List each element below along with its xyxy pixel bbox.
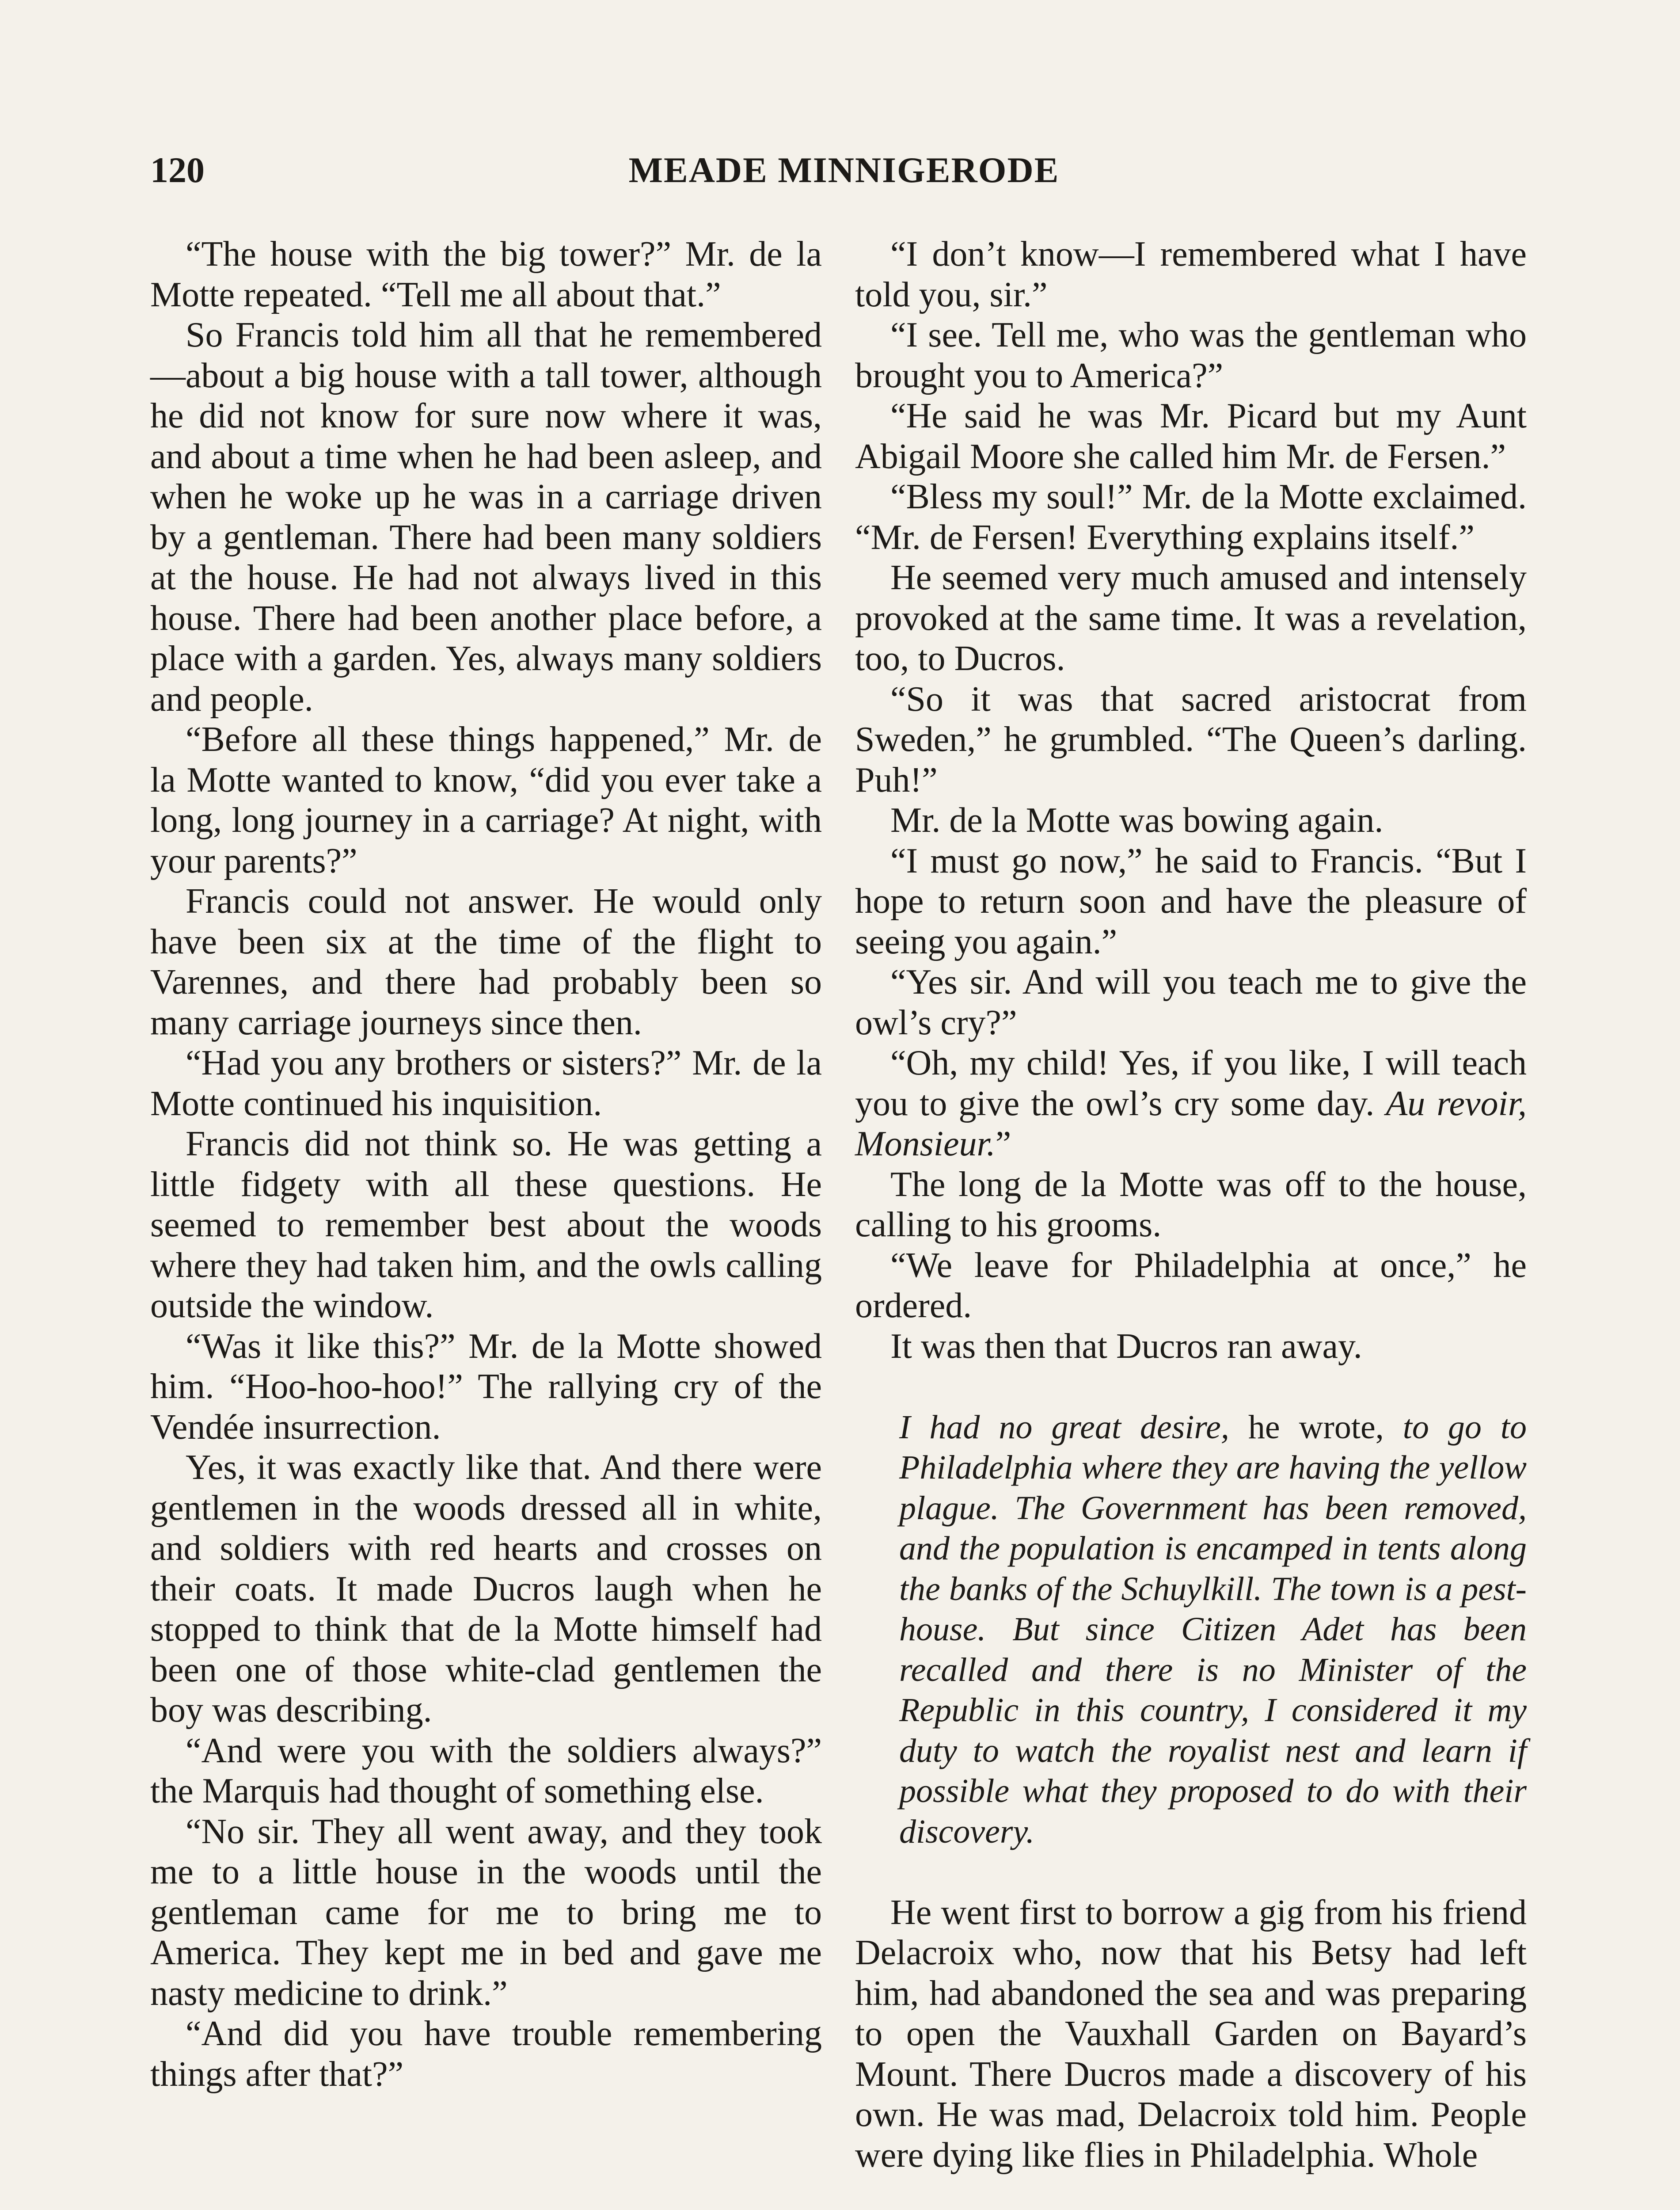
farewell-close-quote: ” xyxy=(995,1124,1011,1163)
paragraph: Yes, it was exactly like that. And there were gentlemen in the woods dressed all in white, and soldiers with red hearts and crosses on their coats. It made Ducros laugh when he stopped to think that de la Motte himself had been one of those white-clad gentlemen the boy was describing. xyxy=(150,1448,822,1730)
paragraph: “I must go now,” he said to Francis. “But I hope to return soon and have the pleasure of seeing you again.” xyxy=(855,841,1527,961)
farewell-paragraph xyxy=(855,1043,1527,1165)
paragraph: He seemed very much amused and intensely provoked at the same time. It was a revelation, too, to Ducros. xyxy=(855,558,1527,678)
paragraph: “No sir. They all went away, and they took me to a little house in the woods until the gentleman came for me to bring me to America. They kept me in bed and gave me nasty medicine to drink.” xyxy=(150,1812,822,2013)
paragraph: Francis did not think so. He was getting a little fidgety with all these questions. He seemed to remember best about the woods where they had taken him, and the owls calling outside the window. xyxy=(150,1124,822,1325)
section-gap xyxy=(855,1852,1527,1893)
letter-body: to go to Philadelphia where they are having the yellow plague. The Government has been removed, and the population is encamped in tents along the banks of the Schuylkill. The town is a pest-house. But since Citizen Adet has been recalled and there is no Minister of the Republic in this country, I considered it my duty to watch the royalist nest and learn if possible what they proposed to do with their discovery. xyxy=(899,1408,1527,1850)
book-author-heading: MEADE MINNIGERODE xyxy=(628,150,1060,190)
paragraph: “He said he was Mr. Picard but my Aunt Abigail Moore she called him Mr. de Fersen.” xyxy=(855,396,1527,476)
letter-attribution: he wrote, xyxy=(1229,1408,1384,1446)
running-head xyxy=(150,146,1538,194)
paragraph: “Before all these things happened,” Mr. de la Motte wanted to know, “did you ever take a long, long journey in a carriage? At night, with your parents?” xyxy=(150,720,822,880)
paragraph: Francis could not answer. He would only have been six at the time of the flight to Varennes, and there had probably been so many carriage journeys since then. xyxy=(150,882,822,1042)
paragraph: “Was it like this?” Mr. de la Motte showed him. “Hoo-hoo-hoo!” The rallying cry of the Vendée insurrection. xyxy=(150,1326,822,1447)
farewell-text: “Oh, my child! Yes, if you like, I will teach you to give the owl’s cry some day. xyxy=(855,1044,1527,1123)
page-number: 120 xyxy=(150,150,205,190)
letter-lead: I had no great desire, xyxy=(899,1408,1229,1446)
paragraph: “The house with the big tower?” Mr. de la Motte repeated. “Tell me all about that.” xyxy=(150,235,822,314)
paragraph: “And did you have trouble remembering things after that?” xyxy=(150,2014,822,2094)
quoted-letter xyxy=(899,1407,1527,1852)
paragraph: “Bless my soul!” Mr. de la Motte exclaimed. “Mr. de Fersen! Everything explains itself.” xyxy=(855,477,1527,557)
closing-paragraph: He went first to borrow a gig from his friend Delacroix who, now that his Betsy had left him, had abandoned the sea and was preparing to open the Vauxhall Garden on Bayard’s Mount. There Ducros made a discovery of his own. He was mad, Delacroix told him. People were dying like flies in Philadelphia. Whole xyxy=(855,1893,1527,2175)
right-text-column xyxy=(855,234,1527,2176)
paragraph: “Had you any brothers or sisters?” Mr. de la Motte continued his inquisition. xyxy=(150,1044,822,1123)
paragraph: It was then that Ducros ran away. xyxy=(890,1326,1362,1366)
paragraph: Mr. de la Motte was bowing again. xyxy=(890,801,1384,840)
paragraph: “So it was that sacred aristocrat from Sweden,” he grumbled. “The Queen’s darling. Puh!” xyxy=(855,679,1527,800)
paragraph: “And were you with the soldiers always?” the Marquis had thought of something else. xyxy=(150,1731,822,1810)
paragraph: “We leave for Philadelphia at once,” he ordered. xyxy=(855,1246,1527,1325)
paragraph: So Francis told him all that he remembered—about a big house with a tall tower, although he did not know for sure now where it was, and about a time when he had been asleep, and when he woke up he was in a carriage driven by a gentleman. There had been many soldiers at the house. He had not always lived in this house. There had been another place before, a place with a garden. Yes, always many soldiers and people. xyxy=(150,316,822,719)
paragraph: “I see. Tell me, who was the gentleman who brought you to America?” xyxy=(855,316,1527,395)
paragraph: The long de la Motte was off to the house, calling to his grooms. xyxy=(855,1165,1527,1244)
section-gap xyxy=(855,1367,1527,1407)
paragraph: “Yes sir. And will you teach me to give the owl’s cry?” xyxy=(855,963,1527,1042)
paragraph: “I don’t know—I remembered what I have told you, sir.” xyxy=(855,235,1527,314)
left-text-column xyxy=(150,234,822,2095)
farewell-french: Au revoir, Monsieur. xyxy=(855,1084,1527,1163)
